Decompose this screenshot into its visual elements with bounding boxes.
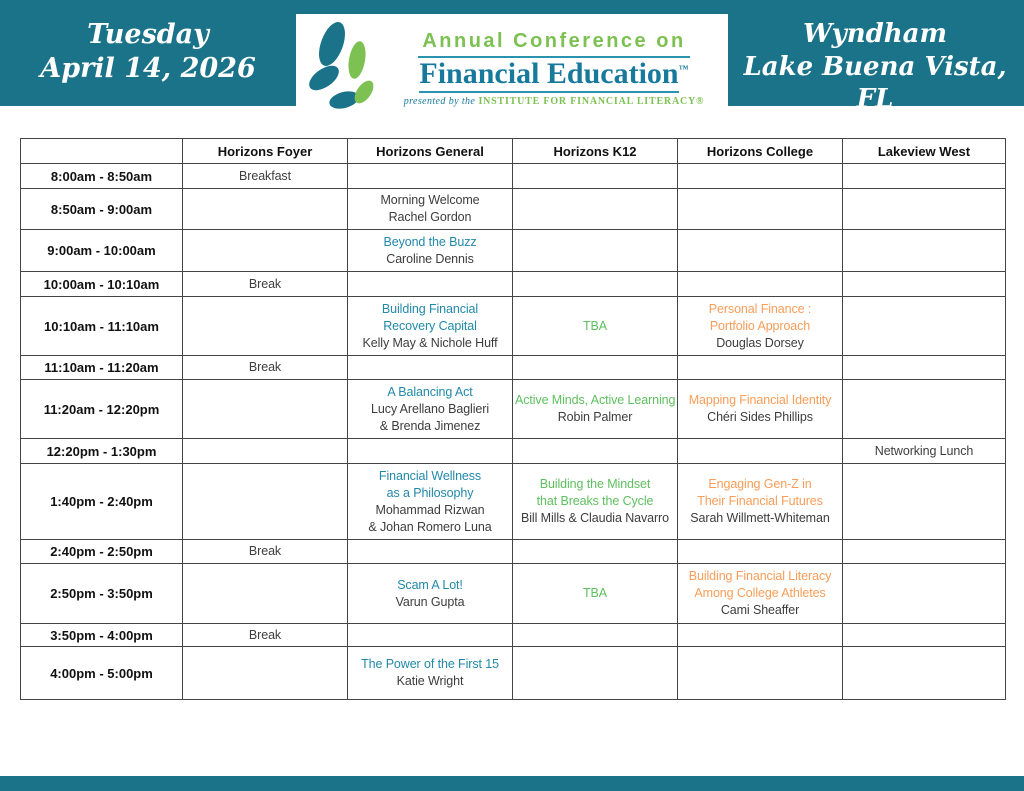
time-cell: 2:40pm - 2:50pm: [21, 540, 183, 564]
presented-prefix: presented by the: [403, 95, 476, 107]
time-cell: 1:40pm - 2:40pm: [21, 464, 183, 540]
table-row: [21, 380, 1006, 439]
session-line: Building Financial: [381, 301, 479, 316]
session-line: & Brenda Jimenez: [379, 418, 481, 433]
session-cell: [183, 624, 348, 647]
session-cell: [678, 297, 843, 356]
session-cell: [513, 624, 678, 647]
session-cell: [678, 624, 843, 647]
session-cell: [678, 564, 843, 624]
session-line: Varun Gupta: [395, 594, 465, 609]
session-line: Breakfast: [239, 168, 291, 183]
leaves-icon: [302, 18, 388, 118]
session-cell: [513, 189, 678, 230]
time-cell: 2:50pm - 3:50pm: [21, 564, 183, 624]
date-block: [18, 18, 278, 86]
session-line: Kelly May & Nichole Huff: [362, 335, 498, 350]
session-line: Building the Mindset: [539, 477, 651, 491]
session-line: & Johan Romero Luna: [368, 519, 492, 534]
session-line: Recovery Capital: [383, 318, 477, 333]
date-line1: Tuesday: [87, 19, 209, 50]
time-cell: 8:50am - 9:00am: [21, 189, 183, 230]
venue-block: [742, 18, 1008, 116]
column-header: Horizons College: [678, 139, 843, 164]
session-line: Break: [248, 360, 282, 374]
table-row: [21, 540, 1006, 564]
session-cell: [348, 464, 513, 540]
session-cell: [843, 647, 1006, 700]
table-row: [21, 297, 1006, 356]
presented-org: INSTITUTE FOR FINANCIAL LITERACY®: [478, 95, 705, 107]
session-line: Katie Wright: [396, 674, 464, 688]
session-line: Lucy Arellano Baglieri: [370, 401, 489, 416]
session-cell: [678, 230, 843, 272]
session-cell: [513, 647, 678, 700]
session-line: Engaging Gen-Z in: [708, 477, 812, 491]
session-line: The Power of the First 15: [361, 657, 499, 671]
conference-title-main: Financial Education™: [388, 59, 720, 93]
session-line: TBA: [582, 586, 607, 600]
schedule-table-head: [21, 139, 1006, 164]
session-cell: [843, 356, 1006, 380]
column-header: Horizons Foyer: [183, 139, 348, 164]
time-cell: 11:20am - 12:20pm: [21, 380, 183, 439]
session-cell: [183, 564, 348, 624]
session-cell: [513, 439, 678, 464]
session-line: Caroline Dennis: [386, 251, 474, 266]
session-cell: [183, 164, 348, 189]
session-cell: [843, 540, 1006, 564]
session-line: Robin Palmer: [557, 410, 633, 424]
session-line: Morning Welcome: [380, 193, 480, 207]
session-cell: [183, 647, 348, 700]
session-cell: [843, 564, 1006, 624]
session-cell: [348, 356, 513, 380]
time-cell: 3:50pm - 4:00pm: [21, 624, 183, 647]
session-line: Portfolio Approach: [709, 318, 811, 333]
session-cell: [678, 189, 843, 230]
schedule-table-body: [21, 164, 1006, 700]
session-cell: [678, 540, 843, 564]
date-line2: April 14, 2026: [40, 52, 256, 84]
trademark: ™: [678, 63, 689, 75]
session-cell: [183, 439, 348, 464]
logo-text: [388, 30, 728, 107]
session-line: Their Financial Futures: [697, 494, 823, 508]
session-line: Active Minds, Active Learning: [515, 393, 676, 407]
table-row: [21, 356, 1006, 380]
session-cell: [183, 540, 348, 564]
session-cell: [348, 647, 513, 700]
session-cell: [183, 380, 348, 439]
session-cell: [678, 356, 843, 380]
session-line: Bill Mills & Claudia Navarro: [521, 511, 669, 525]
session-cell: [348, 439, 513, 464]
venue-line2: Lake Buena Vista, FL: [743, 51, 1007, 114]
session-cell: [348, 189, 513, 230]
session-cell: [513, 297, 678, 356]
session-line: Networking Lunch: [874, 443, 974, 458]
session-cell: [843, 230, 1006, 272]
session-cell: [678, 647, 843, 700]
session-cell: [843, 380, 1006, 439]
session-line: A Balancing Act: [387, 384, 473, 399]
session-cell: [348, 297, 513, 356]
session-cell: [513, 564, 678, 624]
session-cell: [183, 189, 348, 230]
column-header: Lakeview West: [843, 139, 1006, 164]
session-cell: [183, 272, 348, 297]
session-cell: [183, 356, 348, 380]
table-row: [21, 439, 1006, 464]
session-line: Mohammad Rizwan: [375, 502, 485, 517]
session-cell: [678, 164, 843, 189]
presented-line: [388, 96, 720, 107]
session-cell: [348, 564, 513, 624]
session-line: Beyond the Buzz: [383, 234, 477, 249]
session-cell: [843, 164, 1006, 189]
time-cell: 10:00am - 10:10am: [21, 272, 183, 297]
session-cell: [183, 464, 348, 540]
time-cell: 8:00am - 8:50am: [21, 164, 183, 189]
session-cell: [513, 540, 678, 564]
table-row: [21, 189, 1006, 230]
session-line: Cami Sheaffer: [720, 603, 800, 617]
session-line: as a Philosophy: [386, 485, 474, 500]
venue-line1: Wyndham: [802, 19, 948, 49]
session-cell: [348, 624, 513, 647]
table-row: [21, 647, 1006, 700]
table-row: [21, 624, 1006, 647]
column-header: [21, 139, 183, 164]
session-cell: [348, 230, 513, 272]
session-cell: [678, 464, 843, 540]
session-cell: [843, 272, 1006, 297]
table-row: [21, 272, 1006, 297]
session-cell: [513, 272, 678, 297]
session-cell: [843, 297, 1006, 356]
session-cell: [513, 230, 678, 272]
session-line: Break: [248, 544, 282, 558]
session-line: Chéri Sides Phillips: [707, 410, 813, 424]
session-line: Sarah Willmett-Whiteman: [690, 511, 830, 525]
schedule-table: [20, 138, 1006, 700]
table-row: [21, 230, 1006, 272]
session-line: Financial Wellness: [378, 468, 482, 483]
time-cell: 12:20pm - 1:30pm: [21, 439, 183, 464]
time-cell: 9:00am - 10:00am: [21, 230, 183, 272]
session-cell: [678, 272, 843, 297]
session-line: Break: [248, 627, 282, 642]
column-header: Horizons K12: [513, 139, 678, 164]
session-cell: [183, 230, 348, 272]
session-cell: [843, 439, 1006, 464]
session-cell: [348, 540, 513, 564]
session-line: Scam A Lot!: [397, 577, 463, 592]
time-cell: 10:10am - 11:10am: [21, 297, 183, 356]
session-cell: [183, 297, 348, 356]
session-cell: [348, 380, 513, 439]
session-line: Building Financial Literacy: [688, 569, 832, 583]
conference-title-top: Annual Conference on: [418, 30, 689, 58]
session-line: Mapping Financial Identity: [688, 393, 832, 407]
session-line: Break: [248, 276, 282, 291]
time-cell: 4:00pm - 5:00pm: [21, 647, 183, 700]
logo-card: [296, 14, 728, 122]
session-line: Douglas Dorsey: [716, 335, 804, 350]
session-cell: [513, 464, 678, 540]
time-cell: 11:10am - 11:20am: [21, 356, 183, 380]
session-line: Personal Finance :: [708, 301, 812, 316]
session-cell: [678, 380, 843, 439]
session-line: TBA: [582, 318, 607, 333]
table-row: [21, 564, 1006, 624]
session-line: Among College Athletes: [694, 586, 826, 600]
session-cell: [348, 272, 513, 297]
session-cell: [513, 356, 678, 380]
session-cell: [843, 624, 1006, 647]
session-cell: [678, 439, 843, 464]
session-cell: [348, 164, 513, 189]
table-row: [21, 464, 1006, 540]
session-line: Rachel Gordon: [388, 210, 472, 224]
session-cell: [843, 189, 1006, 230]
session-cell: [513, 380, 678, 439]
session-cell: [843, 464, 1006, 540]
column-header: Horizons General: [348, 139, 513, 164]
table-row: [21, 164, 1006, 189]
session-cell: [513, 164, 678, 189]
bottom-band: [0, 776, 1024, 791]
session-line: that Breaks the Cycle: [536, 494, 654, 508]
